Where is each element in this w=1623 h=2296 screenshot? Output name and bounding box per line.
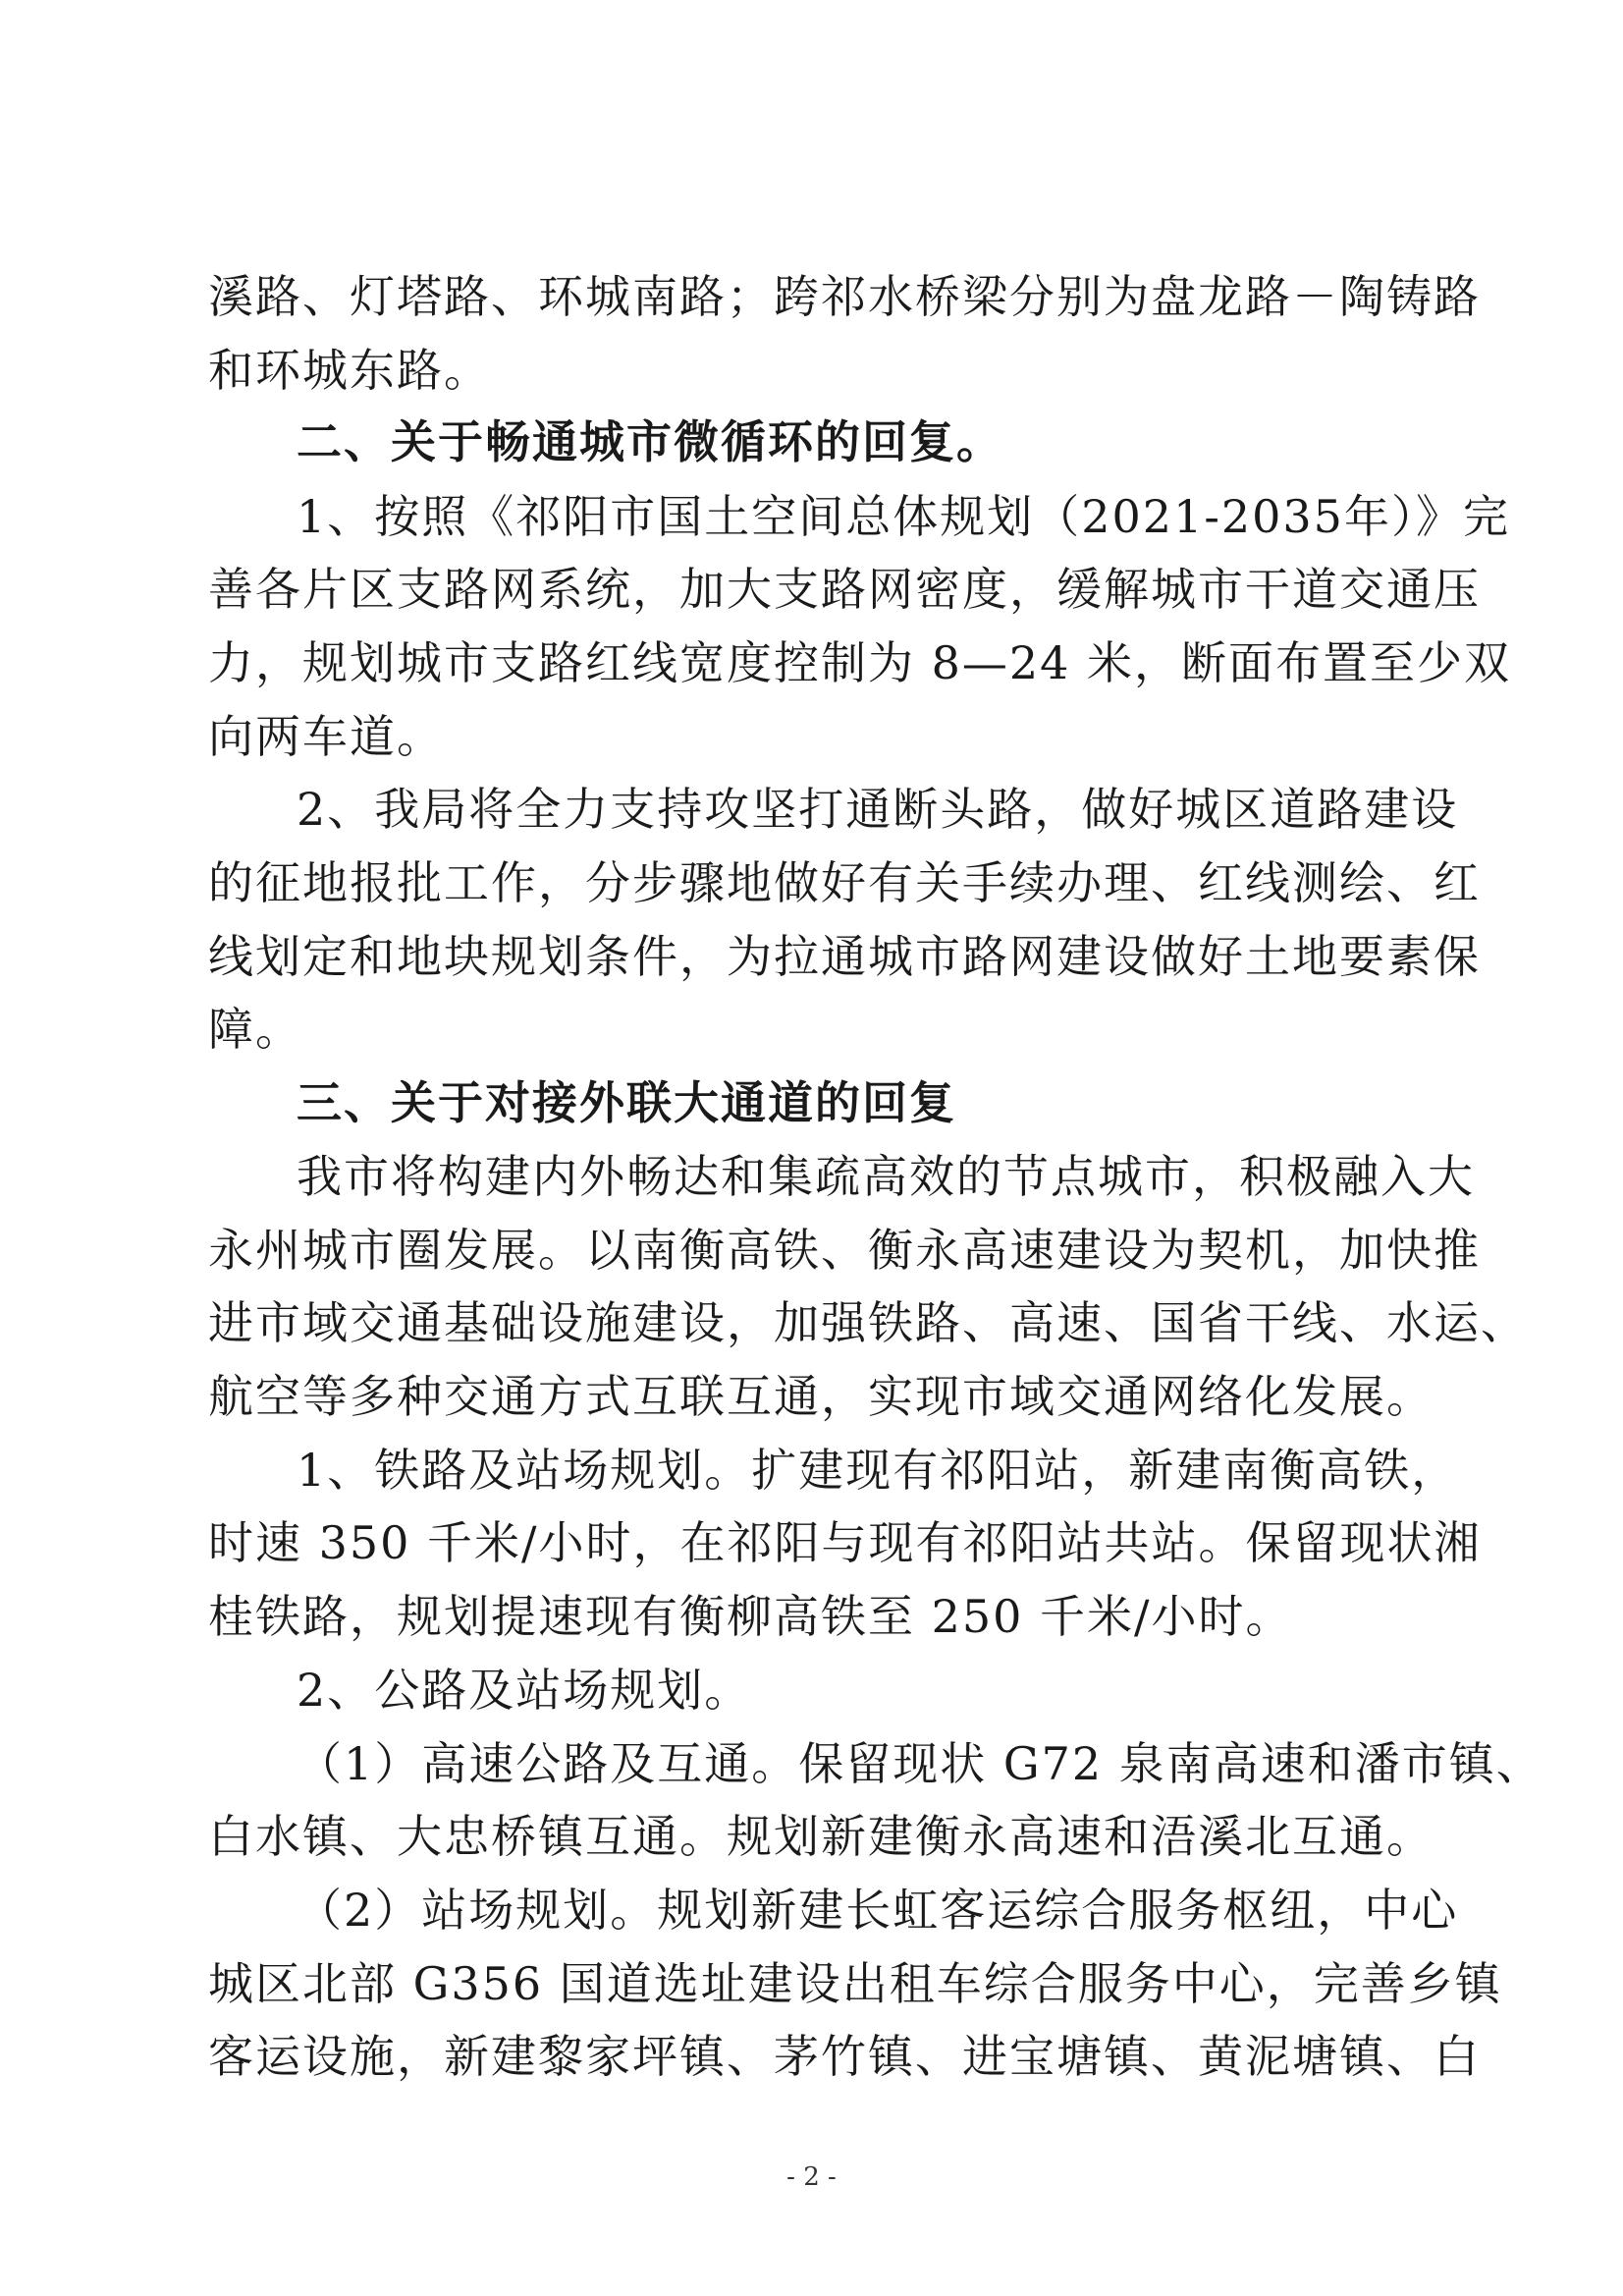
text-line: （1）高速公路及互通。保留现状 G72 泉南高速和潘市镇、: [297, 1737, 1543, 1790]
text-line: 的征地报批工作，分步骤地做好有关手续办理、红线测绘、红: [208, 856, 1481, 909]
text-line: 善各片区支路网系统，加大支路网密度，缓解城市干道交通压: [208, 563, 1481, 616]
text-line: 1、按照《祁阳市国土空间总体规划（2021-2035年）》完: [297, 490, 1510, 543]
text-line: 2、我局将全力支持攻坚打通断头路，做好城区道路建设: [297, 783, 1459, 836]
text-line: 航空等多种交通方式互联互通，实现市域交通网络化发展。: [208, 1370, 1434, 1423]
text-line: 线划定和地块规划条件，为拉通城市路网建设做好土地要素保: [208, 930, 1481, 983]
section-heading: 三、关于对接外联大通道的回复: [297, 1076, 956, 1129]
text-line: 和环城东路。: [208, 344, 491, 397]
text-line: 1、铁路及站场规划。扩建现有祁阳站，新建南衡高铁，: [297, 1444, 1459, 1497]
page-number: - 2 -: [786, 2162, 837, 2192]
text-line: 向两车道。: [208, 710, 444, 763]
text-line: 我市将构建内外畅达和集疏高效的节点城市，积极融入大: [297, 1150, 1475, 1203]
text-line: 2、公路及站场规划。: [297, 1664, 752, 1717]
text-line: 时速 350 千米/小时，在祁阳与现有祁阳站共站。保留现状湘: [208, 1516, 1482, 1569]
text-line: 永州城市圈发展。以南衡高铁、衡永高速建设为契机，加快推: [208, 1224, 1481, 1277]
text-line: 白水镇、大忠桥镇互通。规划新建衡永高速和浯溪北互通。: [208, 1810, 1434, 1863]
text-line: 进市域交通基础设施建设，加强铁路、高速、国省干线、水运、: [208, 1296, 1528, 1349]
text-line: 城区北部 G356 国道选址建设出租车综合服务中心，完善乡镇: [208, 1957, 1502, 2010]
text-line: 溪路、灯塔路、环城南路；跨祁水桥梁分别为盘龙路－陶铸路: [208, 270, 1481, 323]
text-line: （2）站场规划。规划新建长虹客运综合服务枢纽，中心: [297, 1884, 1459, 1937]
text-line: 力，规划城市支路红线宽度控制为 8—24 米，断面布置至少双: [208, 636, 1512, 689]
text-line: 客运设施，新建黎家坪镇、茅竹镇、进宝塘镇、黄泥塘镇、白: [208, 2030, 1481, 2083]
text-line: 桂铁路，规划提速现有衡柳高铁至 250 千米/小时。: [208, 1590, 1293, 1643]
text-line: 障。: [208, 1003, 302, 1056]
section-heading: 二、关于畅通城市微循环的回复。: [297, 415, 1003, 468]
